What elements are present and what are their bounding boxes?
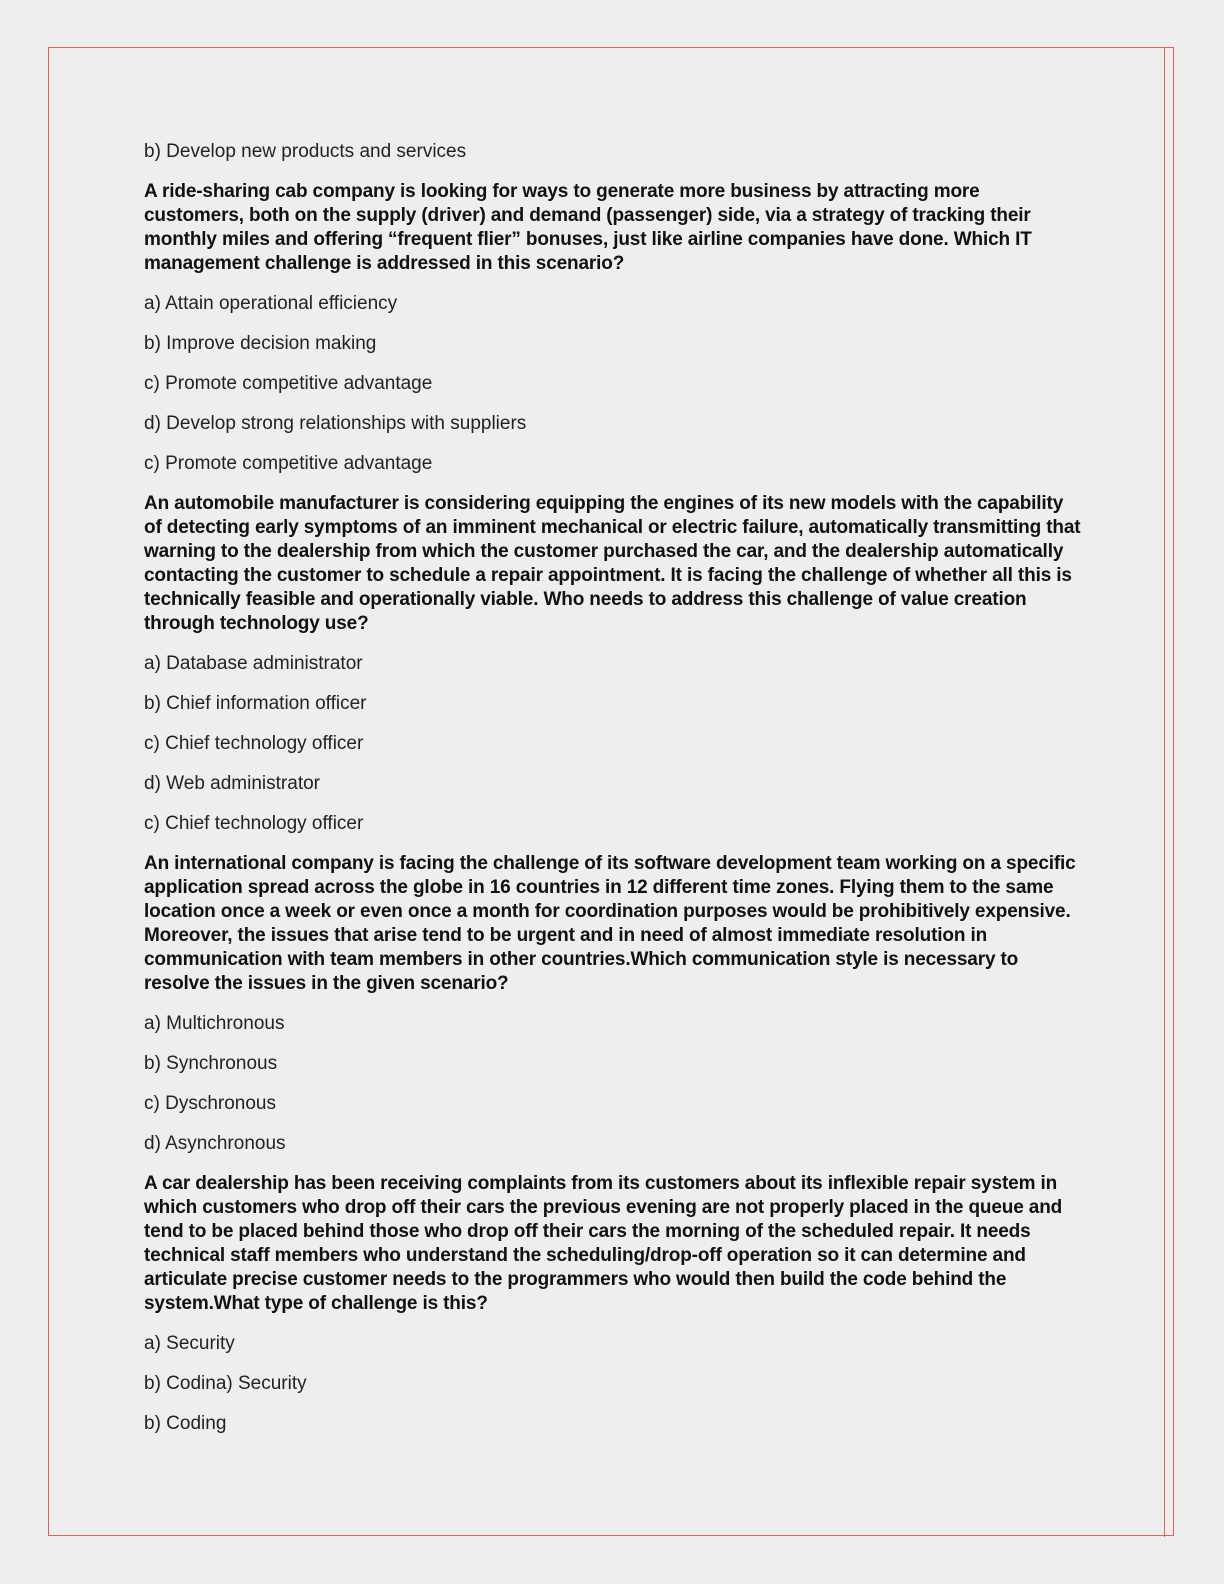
answer-line: b) Coding (144, 1413, 227, 1434)
answer-line: b) Develop new products and services (144, 141, 467, 162)
option-line: b) Synchronous (144, 1053, 278, 1074)
option-line: a) Database administrator (144, 653, 363, 674)
option-line: b) Improve decision making (144, 333, 377, 354)
option-line: c) Promote competitive advantage (144, 373, 433, 394)
option-line: a) Attain operational efficiency (144, 293, 398, 314)
option-line: d) Develop strong relationships with suppliers (144, 413, 527, 434)
option-line: a) Multichronous (144, 1013, 285, 1034)
question-3: An international company is facing the challenge of its software development team working on a specific application spread across the globe in 16 countries in 12 different time zones. Flying them to the same location once a week or even once a month for coordination purposes would be prohibitively expensive. Moreover, the issues that arise tend to be urgent and in need of almost immediate resolution in communication with team members in other countries.Which communication style is necessary to resolve the issues in the given scenario? (144, 853, 1076, 994)
option-line: d) Web administrator (144, 773, 320, 794)
answer-line: c) Chief technology officer (144, 813, 364, 834)
document-content (144, 140, 1084, 1452)
option-line: d) Asynchronous (144, 1133, 286, 1154)
page-border-right-tick (1164, 47, 1174, 1537)
option-line: c) Chief technology officer (144, 733, 364, 754)
question-4: A car dealership has been receiving complaints from its customers about its inflexible repair system in which customers who drop off their cars the previous evening are not properly placed in the queue and tend to be placed behind those who drop off their cars the morning of the scheduled repair. It needs technical staff members who understand the scheduling/drop-off operation so it can determine and articulate precise customer needs to the programmers who would then build the code behind the system.What type of challenge is this? (144, 1173, 1063, 1314)
option-line: a) Security (144, 1333, 235, 1354)
option-line: b) Chief information officer (144, 693, 367, 714)
question-2: An automobile manufacturer is considering equipping the engines of its new models with the capability of detecting early symptoms of an imminent mechanical or electric failure, automatically transmitting that warning to the dealership from which the customer purchased the car, and the dealership automatically contacting the customer to schedule a repair appointment. It is facing the challenge of whether all this is technically feasible and operationally viable. Who needs to address this challenge of value creation through technology use? (144, 493, 1081, 634)
option-line: b) Codina) Security (144, 1373, 307, 1394)
answer-line: c) Promote competitive advantage (144, 453, 433, 474)
question-1: A ride-sharing cab company is looking for ways to generate more business by attracting more customers, both on the supply (driver) and demand (passenger) side, via a strategy of tracking their monthly miles and offering “frequent flier” bonuses, just like airline companies have done. Which IT management challenge is addressed in this scenario? (144, 181, 1032, 274)
option-line: c) Dyschronous (144, 1093, 276, 1114)
